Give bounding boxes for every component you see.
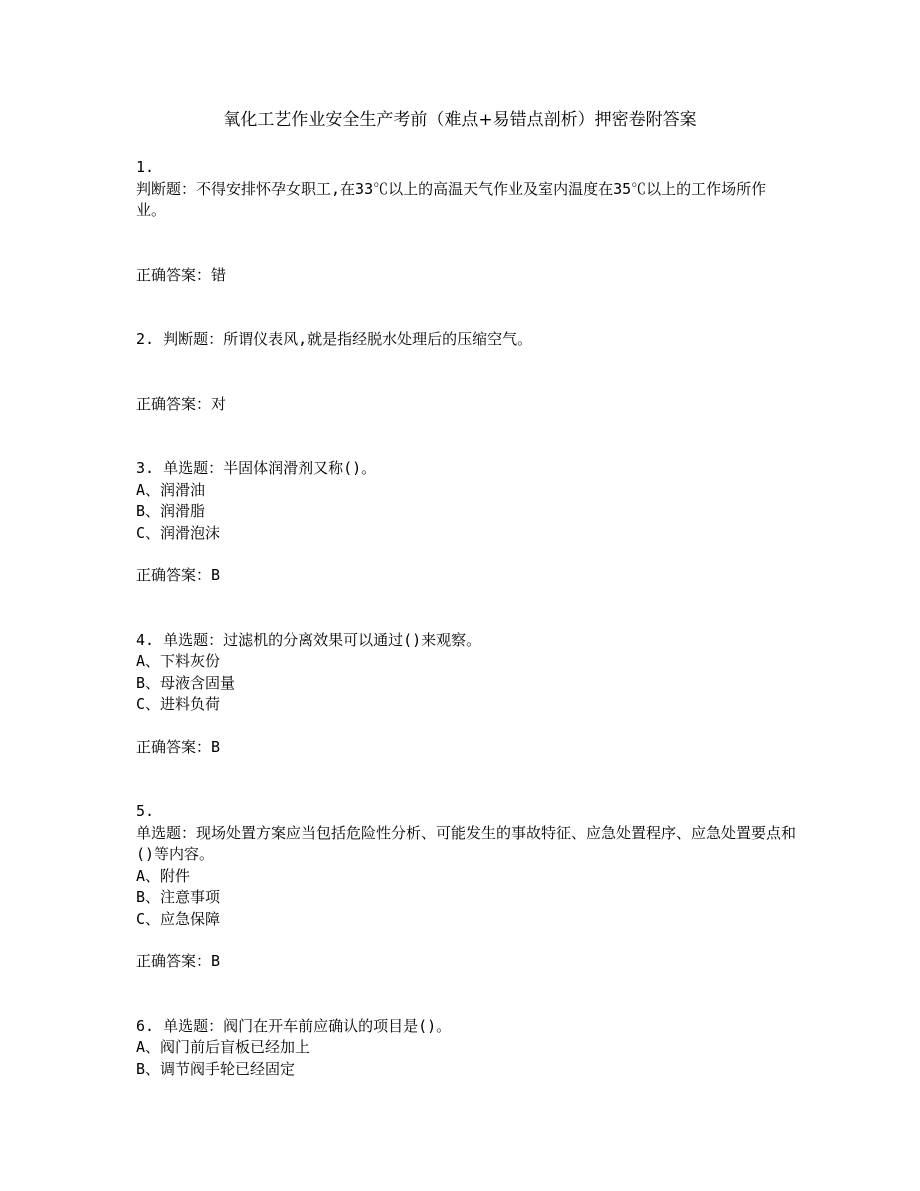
answer-value: B <box>211 737 221 756</box>
correct-answer <box>136 951 796 973</box>
question-text: 判断题：所谓仪表风,就是指经脱水处理后的压缩空气。 <box>163 330 533 348</box>
option-a: A、润滑油 <box>136 480 206 499</box>
correct-answer <box>136 737 796 759</box>
option-c: C、润滑泡沫 <box>136 523 221 542</box>
question-number: 2. <box>136 330 155 348</box>
correct-answer <box>136 394 796 416</box>
answer-label: 正确答案： <box>136 265 212 284</box>
option-c: C、进料负荷 <box>136 695 221 713</box>
question-line <box>136 630 796 652</box>
question-6 <box>136 1016 796 1081</box>
question-list <box>136 157 796 1080</box>
question-number: 6. <box>136 1016 155 1035</box>
answer-label: 正确答案： <box>136 566 212 584</box>
question-text: 判断题：不得安排怀孕女职工,在33℃以上的高温天气作业及室内温度在35℃以上的工作场所作业。 <box>136 179 767 219</box>
option-c: C、应急保障 <box>136 909 221 928</box>
option-a: A、阀门前后盲板已经加上 <box>136 1038 311 1056</box>
question-line <box>136 458 796 480</box>
answer-label: 正确答案： <box>136 394 212 413</box>
question-number: 4. <box>136 630 155 649</box>
answer-label: 正确答案： <box>136 952 212 970</box>
option-b: B、母液含固量 <box>136 673 236 692</box>
question-text: 单选题：现场处置方案应当包括危险性分析、可能发生的事故特征、应急处置程序、应急处置要点和()等内容。 <box>136 823 797 863</box>
option-b: B、注意事项 <box>136 888 221 906</box>
answer-label: 正确答案： <box>136 737 212 756</box>
answer-value: B <box>211 566 221 584</box>
question-1 <box>136 157 796 286</box>
question-5 <box>136 801 796 973</box>
question-number: 5. <box>136 802 155 820</box>
option-a: A、附件 <box>136 866 191 885</box>
question-text: 单选题：半固体润滑剂又称()。 <box>163 459 377 477</box>
question-line <box>136 329 796 351</box>
document-title: 氧化工艺作业安全生产考前（难点+易错点剖析）押密卷附答案 <box>223 110 697 130</box>
answer-value: B <box>211 952 221 970</box>
question-line <box>136 1016 796 1038</box>
question-text: 单选题：阀门在开车前应确认的项目是()。 <box>163 1016 452 1035</box>
question-3 <box>136 458 796 587</box>
answer-value: 对 <box>211 394 227 413</box>
correct-answer <box>136 265 796 287</box>
option-a: A、下料灰份 <box>136 652 221 670</box>
correct-answer <box>136 565 796 587</box>
question-2 <box>136 329 796 415</box>
question-text: 单选题：过滤机的分离效果可以通过()来观察。 <box>163 630 482 649</box>
question-4 <box>136 630 796 759</box>
question-number: 1. <box>136 158 155 176</box>
option-b: B、调节阀手轮已经固定 <box>136 1059 296 1078</box>
question-number: 3. <box>136 459 155 477</box>
answer-value: 错 <box>211 265 227 284</box>
option-b: B、润滑脂 <box>136 502 206 520</box>
